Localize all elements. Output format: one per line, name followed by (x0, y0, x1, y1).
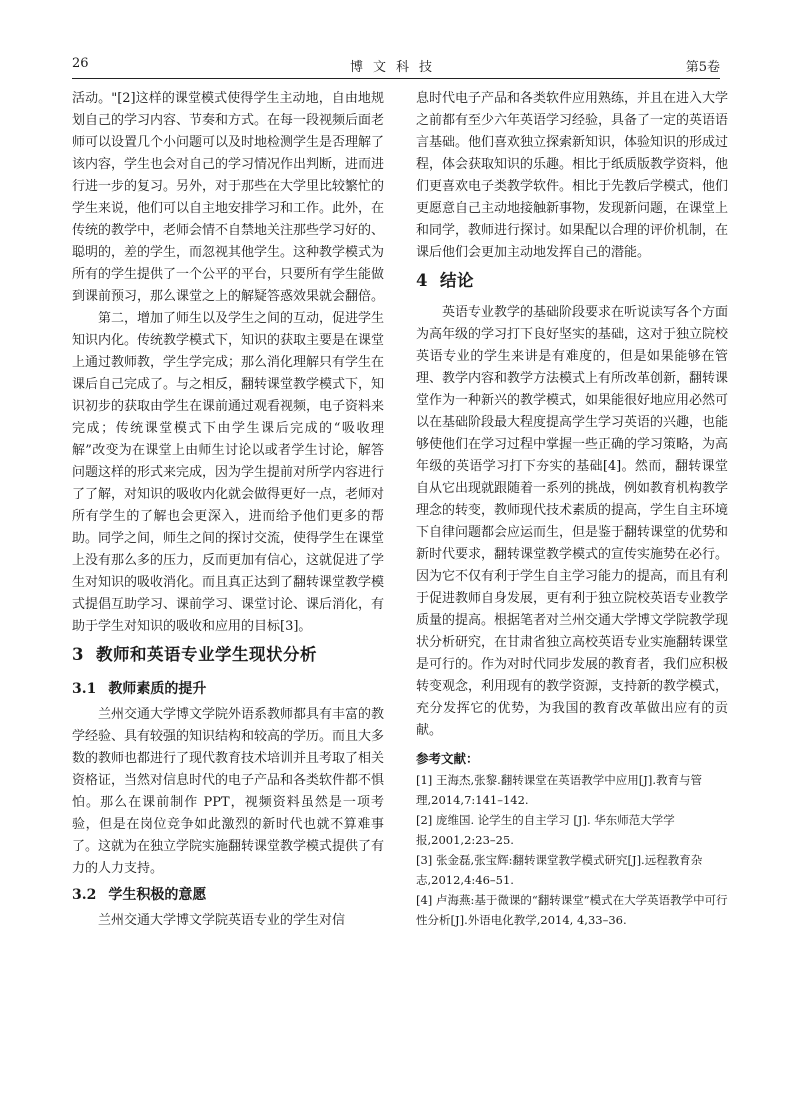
subsection-title: 学生积极的意愿 (108, 887, 207, 903)
section-title: 教师和英语专业学生现状分析 (95, 645, 317, 664)
paragraph: 活动。"[2]这样的课堂模式使得学生主动地，自由地规划自己的学习内容、节奏和方式。在每一段视频后面老师可以设置几个小问题可以及时地检测学生是否理解了该内容，学生也会对自己的学习情况作出判断，进而进行进一步的复习。另外，对于那些在大学里比较繁忙的学生来说，他们可以自主地安排学习和工作。此外，在传统的教学中，老师会情不自禁地关注那些学习好的、聪明的，差的学生，而忽视其他学生。这种教学模式为所有的学生提供了一个公平的平台，只要所有学生能做到课前预习，那么课堂之上的解疑答惑效果就会翻倍。 (72, 91, 385, 304)
subsection-heading (72, 882, 384, 908)
references-heading: 参考文献： (416, 751, 479, 766)
reference-item: [1] 王海杰,张黎.翻转课堂在英语教学中应用[J].教育与管理,2014,7:141–142. (416, 773, 702, 807)
reference-item: [4] 卢海燕:基于微课的“翻转课堂”模式在大学英语教学中可行性分析[J].外语电化教学,2014, 4,33–36. (416, 893, 728, 927)
paragraph: 第二，增加了师生以及学生之间的互动，促进学生知识内化。传统教学模式下，知识的获取主要是在课堂上通过教师教，学生学完成；那么消化理解只有学生在课后自己完成了。与之相反，翻转课堂教学模式下，知识初步的获取由学生在课前通过观看视频，电子资料来完成；传统课堂模式下由学生课后完成的“吸收理解”改变为在课堂上由师生讨论以或者学生讨论，解答问题这样的形式来完成，因为学生提前对所学内容进行了了解，对知识的吸收内化就会做得更好一点，老师对所有学生的了解也会更深入，进而给予他们更多的帮助。同学之间，师生之间的探讨交流，使得学生在课堂上没有那么多的压力，反而更加有信心，这就促进了学生对知识的吸收消化。而且真正达到了翻转课堂教学模式提倡互助学习、课前学习、课堂讨论、课后消化，有助于学生对知识的吸收和应用的目标[3]。 (72, 311, 385, 634)
section-title: 结论 (439, 271, 474, 290)
subsection-heading (72, 676, 384, 702)
reference-item: [3] 张金磊,张宝辉:翻转课堂教学模式研究[J].远程教育杂志,2012,4:46–51. (416, 853, 703, 887)
reference-item: [2] 庞维国. 论学生的自主学习 [J]. 华东师范大学学报,2001,2:23–25. (416, 813, 675, 847)
subsection-title: 教师素质的提升 (108, 681, 207, 697)
section-heading (72, 640, 384, 670)
paragraph: 兰州交通大学博文学院英语专业的学生对信 (98, 913, 346, 928)
section-heading (416, 266, 728, 296)
subsection-number: 3.2 (72, 887, 97, 903)
right-column (416, 88, 728, 930)
running-header (72, 56, 720, 79)
left-column (72, 88, 384, 932)
subsection-number: 3.1 (72, 681, 97, 697)
paragraph: 兰州交通大学博文学院外语系教师都具有丰富的教学经验、具有较强的知识结构和较高的学历。而且大多数的教师也都进行了现代教育技术培训并且考取了相关资格证，当然对信息时代的电子产品和各类软件都不惧怕。那么在课前制作 PPT，视频资料虽然是一项考验，但是在岗位竞争如此激烈的新时代也就不算难事了。这就为在独立学院实施翻转课堂教学模式提供了有力的人力支持。 (72, 707, 385, 876)
journal-title: 博文科技 (349, 60, 442, 75)
volume-label: 第5卷 (685, 60, 720, 75)
paragraph: 息时代电子产品和各类软件应用熟练，并且在进入大学之前都有至少六年英语学习经验，具备了一定的英语语言基础。他们喜欢独立探索新知识，体验知识的形成过程，体会获取知识的乐趣。相比于纸质版教学资料，他们更喜欢电子类教学软件。相比于先教后学模式，他们更愿意自己主动地接触新事物，发现新问题，在课堂上和同学，教师进行探讨。如果配以合理的评价机制，在课后他们会更加主动地发挥自己的潜能。 (416, 91, 729, 260)
section-number: 4 (416, 271, 428, 290)
section-number: 3 (72, 645, 84, 664)
page-number: 26 (72, 56, 89, 71)
paragraph: 英语专业教学的基础阶段要求在听说读写各个方面为高年级的学习打下良好坚实的基础，这对于独立院校英语专业的学生来讲是有难度的，但是如果能够在管理、教学内容和教学方法模式上有所改革创新，翻转课堂作为一种新兴的教学模式，如果能很好地应用必然可以在基础阶段最大程度提高学生学习英语的兴趣，也能够使他们在学习过程中掌握一些正确的学习策略，为高年级的英语学习打下夯实的基础[4]。然而，翻转课堂自从它出现就跟随着一系列的挑战，例如教育机构教学理念的转变，教师现代技术素质的提高，学生自主环境下自律问题都会应运而生，但是鉴于翻转课堂的优势和新时代要求，翻转课堂教学模式的宣传实施势在必行。因为它不仅有利于学生自主学习能力的提高，而且有利于促进教师自身发展，更有利于独立院校英语专业教学质量的提高。根据笔者对兰州交通大学博文学院教学现状分析研究，在甘肃省独立高校英语专业实施翻转课堂是可行的。作为对时代同步发展的教育者，我们应积极转变观念，利用现有的教学资源，支持新的教学模式，充分发挥它的优势，为我国的教育改革做出应有的贡献。 (416, 305, 729, 738)
